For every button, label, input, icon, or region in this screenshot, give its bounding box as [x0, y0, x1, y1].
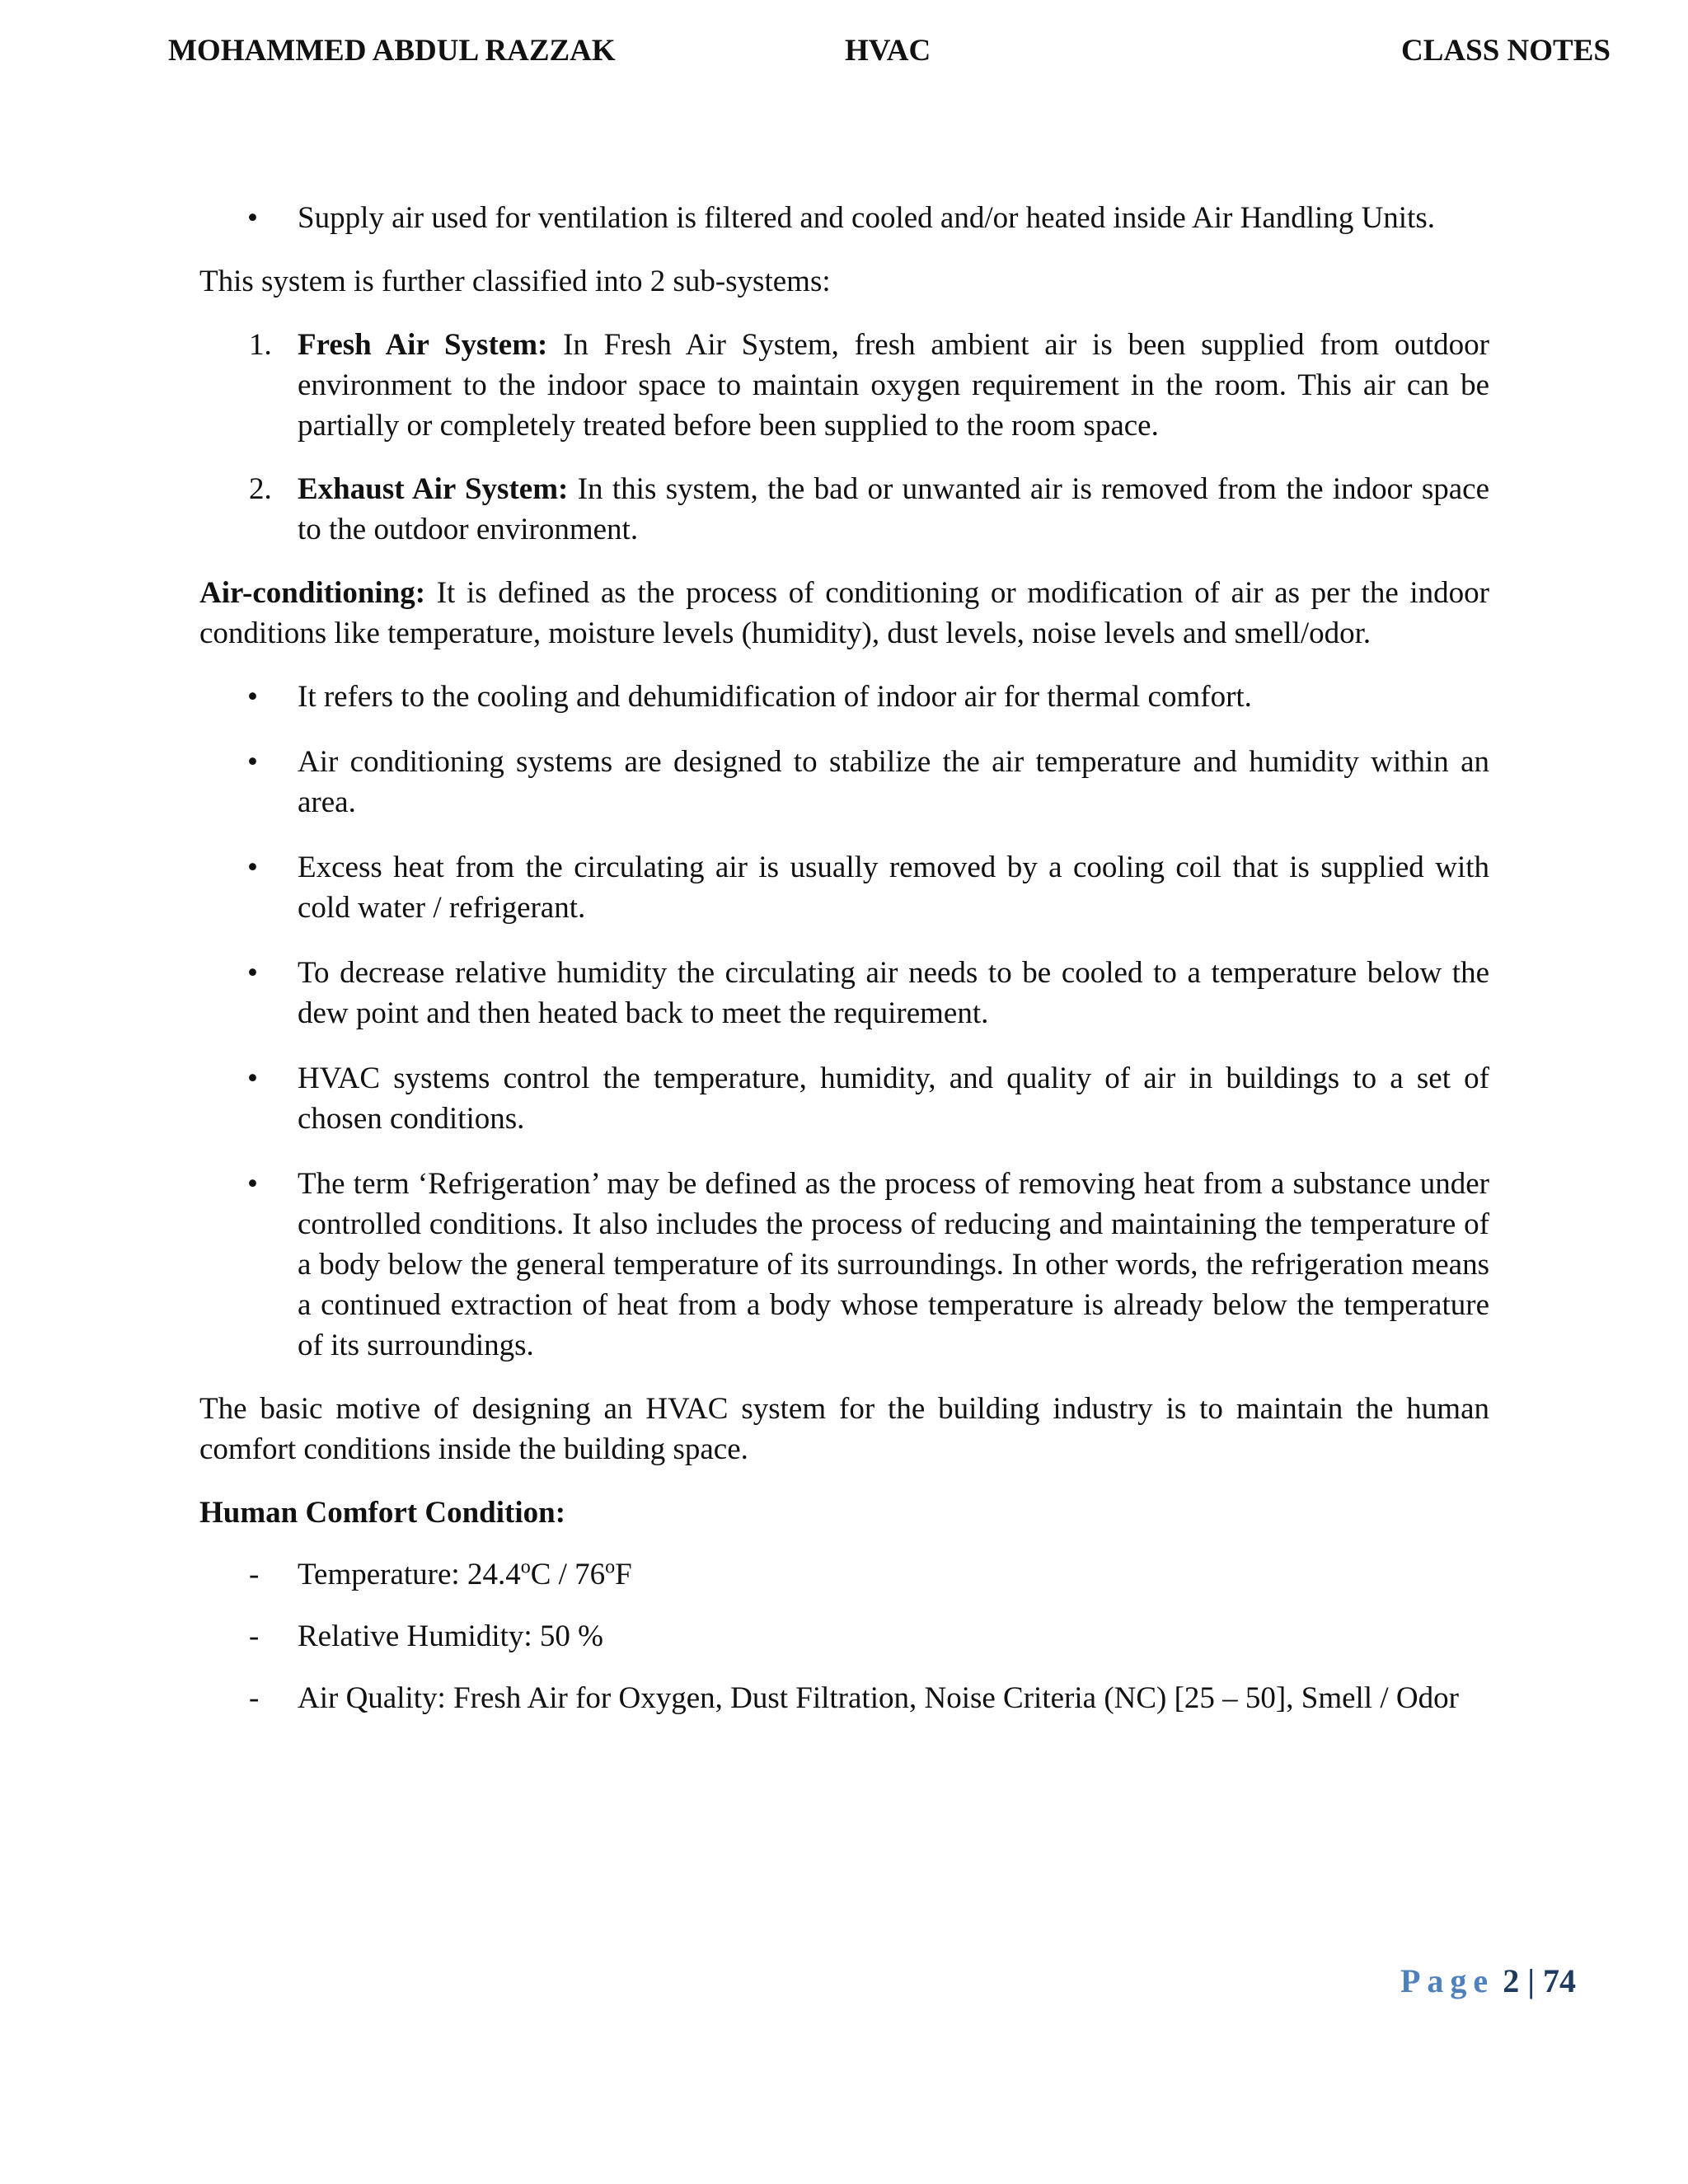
ac-bullet-item	[199, 847, 1489, 928]
comfort-item-air-quality	[199, 1678, 1489, 1718]
humidity-text: Relative Humidity: 50 %	[298, 1619, 603, 1653]
bullet-icon: •	[247, 745, 258, 779]
dash-icon: -	[249, 1558, 260, 1591]
ac-bullet-item	[199, 742, 1489, 823]
ac-bullet-item	[199, 1164, 1489, 1366]
degree-symbol: o	[520, 1556, 531, 1578]
comfort-heading: Human Comfort Condition:	[199, 1496, 566, 1530]
comfort-item-humidity	[199, 1616, 1489, 1657]
header-doc-type: CLASS NOTES	[1401, 34, 1611, 68]
degree-symbol: o	[605, 1556, 616, 1578]
bullet-icon: •	[247, 1167, 258, 1201]
page-body	[199, 198, 1489, 1718]
subsystem-title: Exhaust Air System:	[298, 472, 569, 506]
comfort-item-temperature	[199, 1554, 1489, 1595]
temperature-mid: C / 76	[530, 1558, 606, 1591]
ac-bullet-text: The term ‘Refrigeration’ may be defined as the process of removing heat from a substance under controlled conditions. It also includes the process of reducing and maintaining the temperature of a body below the general temperature of its surroundings. In other words, the refrigeration means a continued extraction of heat from a body whose temperature is already below the temperature of its surroundings.	[298, 1167, 1489, 1362]
bullet-icon: •	[247, 201, 258, 235]
subsystem-text: In this system, the bad or unwanted air is removed from the indoor space to the outdoor environment.	[298, 472, 1490, 546]
ac-bullet-text: HVAC systems control the temperature, humidity, and quality of air in buildings to a set of chosen conditions.	[298, 1062, 1489, 1136]
subsystem-item	[199, 325, 1489, 446]
ac-bullet-text: It refers to the cooling and dehumidification of indoor air for thermal comfort.	[298, 680, 1252, 714]
air-conditioning-text: It is defined as the process of conditioning or modification of air as per the indoor conditions like temperature, moisture levels (humidity), dust levels, noise levels and smell/odor.	[199, 576, 1489, 650]
bullet-icon: •	[247, 956, 258, 990]
page-footer	[1400, 1961, 1576, 2000]
dash-icon: -	[249, 1681, 260, 1715]
subsystems-intro: This system is further classified into 2 sub-systems:	[199, 265, 831, 298]
temperature-label: Temperature: 24.4	[298, 1558, 521, 1591]
bullet-icon: •	[247, 680, 258, 714]
header-subject: HVAC	[845, 34, 931, 68]
air-conditioning-definition	[199, 573, 1489, 654]
bullet-icon: •	[247, 851, 258, 884]
list-number: 2.	[249, 472, 272, 506]
ac-bullet-text: Air conditioning systems are designed to stabilize the air temperature and humidity within an area.	[298, 745, 1489, 819]
ac-bullet-text: To decrease relative humidity the circulating air needs to be cooled to a temperature below the dew point and then heated back to meet the requirement.	[298, 956, 1489, 1030]
air-quality-text: Air Quality: Fresh Air for Oxygen, Dust Filtration, Noise Criteria (NC) [25 – 50], Smell / Odor	[298, 1681, 1459, 1715]
ac-bullet-text: Excess heat from the circulating air is usually removed by a cooling coil that is supplied with cold water / refrigerant.	[298, 851, 1489, 925]
dash-icon: -	[249, 1619, 260, 1653]
page-label: Page	[1400, 1962, 1495, 1999]
bullet-icon: •	[247, 1062, 258, 1095]
temperature-unit: F	[615, 1558, 632, 1591]
air-conditioning-term: Air-conditioning:	[199, 576, 426, 610]
page-header	[0, 33, 1688, 74]
list-number: 1.	[249, 328, 272, 362]
page-number: 2 | 74	[1503, 1962, 1576, 1999]
ac-bullet-item	[199, 1058, 1489, 1139]
design-motive-paragraph: The basic motive of designing an HVAC system for the building industry is to maintain the human comfort conditions inside the building space.	[199, 1392, 1489, 1466]
ac-bullet-item	[199, 953, 1489, 1033]
intro-bullet-text: Supply air used for ventilation is filtered and cooled and/or heated inside Air Handling Units.	[298, 201, 1436, 235]
header-author: MOHAMMED ABDUL RAZZAK	[168, 34, 616, 68]
ac-bullet-item	[199, 677, 1489, 717]
subsystem-item	[199, 469, 1489, 550]
intro-bullet-item	[199, 198, 1489, 238]
subsystem-title: Fresh Air System:	[298, 328, 548, 362]
subsystem-text: In Fresh Air System, fresh ambient air is been supplied from outdoor environment to the indoor space to maintain oxygen requirement in the room. This air can be partially or completely treated before been supplied to the room space.	[298, 328, 1489, 443]
